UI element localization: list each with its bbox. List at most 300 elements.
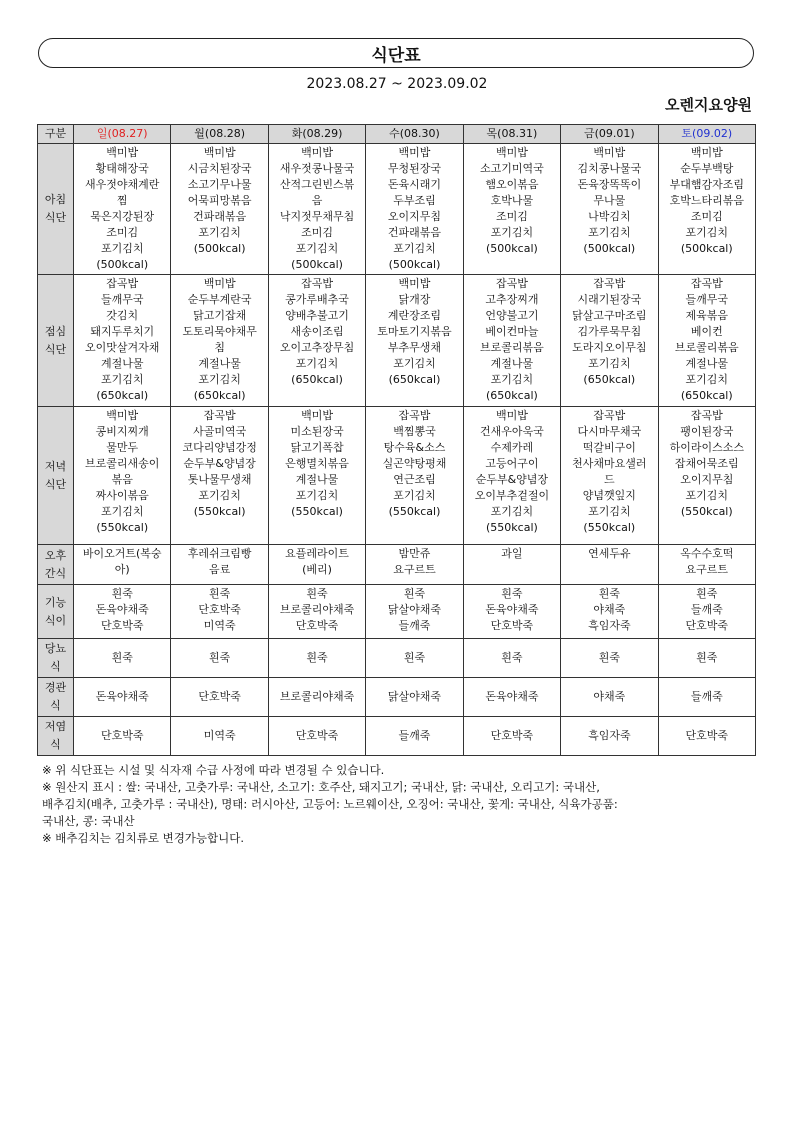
menu-item: 포기김치 (198, 373, 241, 386)
menu-item: 나박김치 (588, 210, 631, 223)
menu-item: 음 (311, 194, 323, 207)
menu-item: 포기김치 (295, 489, 339, 502)
row-label-line: 기능 (44, 595, 67, 609)
menu-cell (268, 678, 365, 717)
menu-item: 미역죽 (203, 729, 236, 742)
menu-item: 흰죽 (111, 651, 133, 664)
menu-cell (366, 639, 463, 678)
menu-item: 호박나물 (490, 194, 534, 207)
menu-item: 짜사이볶음 (95, 489, 149, 502)
menu-item: (650kcal) (680, 389, 733, 402)
menu-item: 브로콜리야채죽 (279, 603, 355, 616)
menu-item: 브로콜리볶음 (674, 341, 739, 354)
menu-item: 사골미역국 (193, 425, 247, 438)
menu-item: 계란장조림 (387, 309, 442, 322)
menu-item: 닭고기폭찹 (290, 441, 344, 454)
menu-item: 양배추불고기 (285, 309, 349, 322)
organization-name: 오렌지요양원 (665, 96, 752, 114)
menu-item: 흰죽 (209, 587, 231, 600)
row-label (38, 545, 74, 585)
menu-cell (366, 585, 463, 639)
menu-item: 잡곡밥 (398, 409, 431, 422)
menu-item: 음료 (209, 563, 231, 576)
menu-item: 단호박죽 (100, 729, 144, 742)
row-label-line: 식단 (44, 342, 67, 356)
menu-cell (561, 144, 658, 275)
menu-cell (658, 545, 755, 585)
menu-item: 조미김 (690, 210, 723, 223)
menu-item: 요구르트 (685, 563, 729, 576)
menu-item: 백미밥 (106, 146, 139, 159)
menu-item: 토마토기지볶음 (377, 325, 452, 338)
menu-item: 단호박죽 (198, 690, 241, 703)
menu-cell (561, 275, 658, 407)
menu-item: 미역죽 (203, 619, 236, 632)
row-label (38, 407, 74, 545)
menu-item: 흑임자죽 (588, 729, 631, 742)
menu-item: 들깨죽 (690, 603, 723, 616)
menu-item: 돈육야채죽 (485, 603, 539, 616)
menu-cell (74, 144, 171, 275)
menu-cell (658, 144, 755, 275)
row-label-line: 식 (50, 660, 61, 673)
menu-item: 돈육시래기 (387, 178, 442, 191)
meal-row (38, 144, 756, 275)
menu-cell (268, 639, 365, 678)
menu-item: 건새우아욱국 (480, 425, 544, 438)
menu-item: 단호박죽 (295, 729, 339, 742)
meal-row (38, 639, 756, 678)
menu-item: (500kcal) (680, 242, 733, 255)
date-period: 2023.08.27 ~ 2023.09.02 (306, 76, 488, 92)
menu-item: 포기김치 (490, 373, 534, 386)
menu-item: (500kcal) (96, 258, 149, 271)
menu-item: 들깨무국 (100, 293, 144, 306)
menu-item: 순두부&양념장 (475, 473, 549, 486)
menu-item: 오이맛살겨자채 (85, 341, 160, 354)
menu-item: 갓김치 (106, 309, 139, 322)
menu-cell (658, 275, 755, 407)
menu-item: 부추무생채 (387, 341, 442, 354)
menu-item: 흰죽 (306, 651, 328, 664)
menu-item: 떡갈비구이 (582, 441, 636, 454)
menu-cell (366, 275, 463, 407)
menu-item: 조미김 (106, 226, 139, 239)
menu-cell (463, 545, 560, 585)
menu-cell (561, 717, 658, 756)
menu-item: 다시마무채국 (577, 425, 642, 438)
row-label-line: 당뇨 (44, 642, 67, 655)
day-header: 화(08.29) (268, 125, 365, 144)
menu-item: 물만두 (106, 441, 139, 454)
day-header: 수(08.30) (366, 125, 463, 144)
day-header: 일(08.27) (74, 125, 171, 144)
menu-item: 과일 (501, 547, 523, 560)
menu-item: 들깨죽 (398, 729, 431, 742)
menu-item: 옥수수호떡 (680, 547, 734, 560)
menu-cell (658, 407, 755, 545)
menu-item: (500kcal) (583, 242, 636, 255)
menu-item: 닭살야채죽 (387, 690, 442, 703)
menu-item: 백찜뽕국 (393, 425, 436, 438)
menu-cell (171, 275, 268, 407)
menu-item: 포기김치 (100, 505, 144, 518)
menu-item: 포기김치 (685, 226, 729, 239)
row-label-line: 식 (50, 738, 61, 751)
menu-item: 아) (114, 563, 130, 576)
row-label-line: 식단 (44, 211, 67, 224)
menu-cell (171, 407, 268, 545)
menu-item: 흑임자죽 (588, 619, 631, 632)
menu-item: 새송이조림 (290, 325, 344, 338)
menu-item: 오이고추장무침 (279, 341, 355, 354)
menu-item: 하이라이스소스 (669, 441, 744, 454)
menu-item: 김치콩나물국 (577, 162, 642, 175)
menu-item: 천사채마요샐러 (572, 457, 647, 470)
menu-cell (171, 678, 268, 717)
menu-item: 소고기무나물 (187, 178, 252, 191)
menu-item: 계절나물 (295, 473, 339, 486)
row-label (38, 639, 74, 678)
menu-cell (463, 275, 560, 407)
menu-item: 흰죽 (403, 651, 426, 664)
menu-item: 언양불고기 (485, 309, 539, 322)
menu-item: 계절나물 (685, 357, 729, 370)
menu-item: 흰죽 (111, 587, 133, 600)
menu-item: (550kcal) (583, 521, 636, 534)
menu-item: 단호박죽 (198, 603, 241, 616)
menu-cell (74, 639, 171, 678)
menu-item: 오이지무침 (387, 210, 442, 223)
menu-item: (650kcal) (291, 373, 343, 386)
menu-item: 연근조림 (393, 473, 436, 486)
note-line: 국내산, 콩: 국내산 (42, 814, 135, 828)
menu-item: 단호박죽 (100, 619, 144, 632)
menu-item: 잡곡밥 (690, 277, 723, 290)
menu-item: 포기김치 (393, 357, 436, 370)
menu-item: 백미밥 (398, 146, 431, 159)
row-label (38, 144, 74, 275)
menu-item: 포기김치 (685, 373, 729, 386)
menu-item: 포기김치 (393, 489, 436, 502)
menu-item: 백미밥 (301, 146, 333, 159)
menu-item: 후레쉬크림빵 (187, 547, 252, 560)
day-header: 토(09.02) (658, 125, 755, 144)
menu-item: 단호박죽 (685, 619, 729, 632)
menu-item: 고추장찌개 (485, 293, 539, 306)
menu-item: 포기김치 (100, 373, 144, 386)
menu-item: 양념깻잎지 (582, 489, 636, 502)
menu-cell (74, 407, 171, 545)
menu-item: 계절나물 (100, 357, 144, 370)
menu-item: 드 (604, 473, 615, 486)
menu-item: 흰죽 (209, 651, 231, 664)
menu-item: 잡곡밥 (203, 409, 236, 422)
menu-item: 바이오거트(복숭 (82, 547, 162, 560)
menu-item: 포기김치 (588, 505, 631, 518)
menu-item: 계절나물 (198, 357, 241, 370)
note-line: ※ 위 식단표는 시설 및 식자재 수급 사정에 따라 변경될 수 있습니다. (42, 763, 385, 777)
menu-item: 도토리묵야채무 (182, 325, 257, 338)
menu-cell (171, 639, 268, 678)
menu-item: 시래기된장국 (577, 293, 642, 306)
menu-item: (650kcal) (193, 389, 246, 402)
menu-item: 낙지젓무채무침 (279, 210, 355, 223)
row-label-line: 경관 (44, 681, 67, 694)
menu-item: 조미김 (301, 226, 333, 239)
menu-cell (74, 275, 171, 407)
menu-item: 베이컨마늘 (485, 325, 539, 338)
menu-item: 산적그린빈스볶 (279, 178, 355, 191)
menu-item: 김가루묵무침 (577, 325, 642, 338)
menu-item: 잡곡밥 (495, 277, 528, 290)
menu-item: 제육볶음 (685, 309, 729, 322)
menu-item: 포기김치 (393, 242, 436, 255)
menu-item: 돈육야채죽 (95, 603, 149, 616)
menu-item: 백미밥 (203, 146, 236, 159)
menu-cell (463, 585, 560, 639)
title-box (38, 38, 754, 68)
menu-item: 잡채어묵조림 (674, 457, 739, 470)
row-label-line: 아침 (44, 193, 67, 206)
row-label-line: 저염 (44, 720, 67, 733)
menu-item: 백미밥 (301, 409, 333, 422)
menu-item: 잡곡밥 (301, 277, 333, 290)
menu-item: 찜 (116, 194, 128, 207)
menu-item: 단호박죽 (685, 729, 729, 742)
row-label-line: 식 (50, 699, 61, 712)
menu-item: (550kcal) (388, 505, 441, 518)
menu-item: (650kcal) (388, 373, 441, 386)
menu-item: 흰죽 (598, 587, 620, 600)
menu-item: 포기김치 (685, 489, 729, 502)
menu-cell (366, 545, 463, 585)
menu-item: (550kcal) (291, 505, 343, 518)
menu-cell (658, 717, 755, 756)
menu-item: 흰죽 (696, 587, 718, 600)
menu-item: 돼지두루치기 (90, 325, 155, 338)
menu-item: 부대햄감자조림 (669, 178, 744, 191)
meal-row (38, 585, 756, 639)
menu-item: 흰죽 (598, 651, 620, 664)
meal-row (38, 717, 756, 756)
menu-item: 백미밥 (495, 409, 528, 422)
menu-item: 두부조림 (393, 194, 436, 207)
menu-cell (561, 639, 658, 678)
menu-item: 건파래볶음 (387, 226, 442, 239)
meal-row (38, 678, 756, 717)
menu-item: 백미밥 (203, 277, 236, 290)
menu-item: 포기김치 (100, 242, 144, 255)
menu-item: 순두부&양념장 (183, 457, 256, 470)
row-label (38, 717, 74, 756)
menu-item: 포기김치 (588, 357, 631, 370)
meal-row (38, 275, 756, 407)
menu-item: 순두부백탕 (680, 162, 734, 175)
menu-item: 잡곡밥 (593, 409, 626, 422)
menu-item: 백미밥 (106, 409, 139, 422)
menu-item: 요플레라이트 (285, 547, 349, 560)
menu-cell (561, 585, 658, 639)
menu-cell (561, 678, 658, 717)
menu-item: 돈육야채죽 (95, 690, 149, 703)
row-label-line: 점심 (44, 324, 67, 338)
menu-cell (463, 717, 560, 756)
menu-cell (366, 717, 463, 756)
menu-item: 돈육야채죽 (485, 690, 539, 703)
menu-item: 흰죽 (501, 587, 523, 600)
menu-item: 백미밥 (593, 146, 626, 159)
menu-cell (366, 678, 463, 717)
menu-item: 돈육장똑똑이 (577, 178, 642, 191)
menu-item: 무나물 (593, 194, 626, 207)
menu-item: 팽이된장국 (680, 425, 734, 438)
row-label-line: 오후 (44, 548, 67, 562)
menu-item: 콩가루배추국 (285, 293, 349, 306)
menu-item: 햄오이볶음 (485, 178, 539, 191)
menu-item: 고등어구이 (485, 457, 539, 470)
menu-item: 닭고기잡채 (193, 309, 247, 322)
menu-item: 포기김치 (588, 226, 631, 239)
menu-item: 탕수육&소스 (383, 441, 446, 454)
menu-item: (550kcal) (680, 505, 733, 518)
menu-item: 밤만쥬 (398, 547, 431, 560)
menu-cell (463, 639, 560, 678)
menu-item: 오이부추겉절이 (474, 489, 550, 502)
menu-item: 실곤약탕평채 (382, 457, 447, 470)
menu-cell (268, 275, 365, 407)
menu-item: 포기김치 (198, 489, 241, 502)
menu-item: 수제카레 (490, 441, 534, 454)
menu-item: 브로콜리새송이 (85, 457, 160, 470)
menu-item: 코다리양념강정 (182, 441, 257, 454)
menu-item: 잡곡밥 (593, 277, 626, 290)
menu-cell (268, 407, 365, 545)
menu-item: 침 (214, 341, 225, 354)
menu-cell (74, 585, 171, 639)
menu-item: 호박느타리볶음 (669, 194, 744, 207)
menu-item: 포기김치 (490, 505, 534, 518)
menu-item: 백미밥 (495, 146, 528, 159)
page-title: 식단표 (371, 45, 421, 66)
menu-item: 단호박죽 (490, 729, 534, 742)
menu-item: 야채죽 (593, 603, 626, 616)
menu-cell (463, 407, 560, 545)
menu-cell (171, 545, 268, 585)
day-header: 금(09.01) (561, 125, 658, 144)
menu-item: (650kcal) (486, 389, 538, 402)
menu-cell (171, 585, 268, 639)
menu-item: 들깨무국 (685, 293, 729, 306)
menu-item: 포기김치 (490, 226, 534, 239)
menu-item: 흰죽 (306, 587, 328, 600)
menu-item: 시금치된장국 (187, 162, 252, 175)
menu-item: 닭살야채죽 (387, 603, 442, 616)
menu-cell (463, 144, 560, 275)
menu-item: 백미밥 (398, 277, 431, 290)
row-label (38, 678, 74, 717)
menu-item: 베이컨 (690, 325, 723, 338)
menu-cell (74, 545, 171, 585)
note-line: 배추김치(배추, 고춧가루 : 국내산), 명태: 러시아산, 고등어: 노르웨이산, 오징어: 국내산, 꽃게: 국내산, 식육가공품: (42, 797, 618, 811)
menu-cell (658, 639, 755, 678)
menu-item: 브로콜리야채죽 (279, 690, 355, 703)
meal-row (38, 545, 756, 585)
menu-item: 브로콜리볶음 (480, 341, 544, 354)
menu-item: 건파래볶음 (193, 210, 247, 223)
menu-item: 잡곡밥 (690, 409, 723, 422)
menu-item: (650kcal) (583, 373, 636, 386)
menu-item: 야채죽 (593, 690, 626, 703)
table-body (38, 144, 756, 756)
row-label (38, 585, 74, 639)
menu-item: 무청된장국 (387, 162, 442, 175)
menu-item: 어묵피망볶음 (187, 194, 252, 207)
menu-item: (500kcal) (193, 242, 246, 255)
meal-table (37, 124, 756, 756)
menu-item: 흰죽 (696, 651, 718, 664)
menu-item: 톳나물무생채 (187, 473, 252, 486)
row-label-line: 식단 (44, 477, 67, 491)
menu-cell (658, 585, 755, 639)
menu-item: 요구르트 (393, 563, 436, 576)
menu-item: 들깨죽 (690, 690, 723, 703)
menu-cell (171, 717, 268, 756)
menu-item: (500kcal) (486, 242, 538, 255)
note-line: ※ 원산지 표시 : 쌀: 국내산, 고춧가루: 국내산, 소고기: 호주산, 돼지고기; 국내산, 닭: 국내산, 오리고기: 국내산, (42, 780, 600, 794)
menu-cell (74, 678, 171, 717)
menu-item: 단호박죽 (295, 619, 339, 632)
menu-item: (베리) (302, 563, 332, 576)
note-line: ※ 배추김치는 김치류로 변경가능합니다. (42, 831, 244, 845)
menu-item: 미소된장국 (290, 425, 344, 438)
menu-cell (561, 407, 658, 545)
menu-cell (268, 144, 365, 275)
meal-row (38, 407, 756, 545)
menu-cell (561, 545, 658, 585)
menu-cell (463, 678, 560, 717)
menu-item: (550kcal) (486, 521, 538, 534)
row-label-line: 저녁 (44, 459, 67, 473)
menu-item: (550kcal) (193, 505, 246, 518)
menu-cell (74, 717, 171, 756)
menu-item: 흰죽 (501, 651, 523, 664)
menu-cell (268, 717, 365, 756)
menu-item: 포기김치 (295, 357, 339, 370)
menu-item: 연세두유 (588, 547, 631, 560)
menu-item: (500kcal) (388, 258, 441, 271)
menu-cell (366, 144, 463, 275)
menu-item: 새우젓야채계란 (85, 178, 160, 191)
menu-item: 포기김치 (295, 242, 339, 255)
menu-item: 도라지오이무침 (572, 341, 647, 354)
menu-cell (268, 585, 365, 639)
menu-item: 소고기미역국 (480, 162, 544, 175)
menu-item: 오이지무침 (680, 473, 734, 486)
menu-item: (650kcal) (96, 389, 149, 402)
notes (42, 762, 762, 847)
menu-cell (268, 545, 365, 585)
menu-item: 새우젓콩나물국 (279, 162, 355, 175)
menu-item: (550kcal) (96, 521, 149, 534)
menu-item: 백미밥 (690, 146, 723, 159)
menu-item: 콩비지찌개 (95, 425, 149, 438)
day-header: 월(08.28) (171, 125, 268, 144)
menu-item: 잡곡밥 (106, 277, 139, 290)
menu-item: 순두부계란국 (187, 293, 252, 306)
menu-item: 은행멸치볶음 (285, 457, 349, 470)
day-header: 목(08.31) (463, 125, 560, 144)
